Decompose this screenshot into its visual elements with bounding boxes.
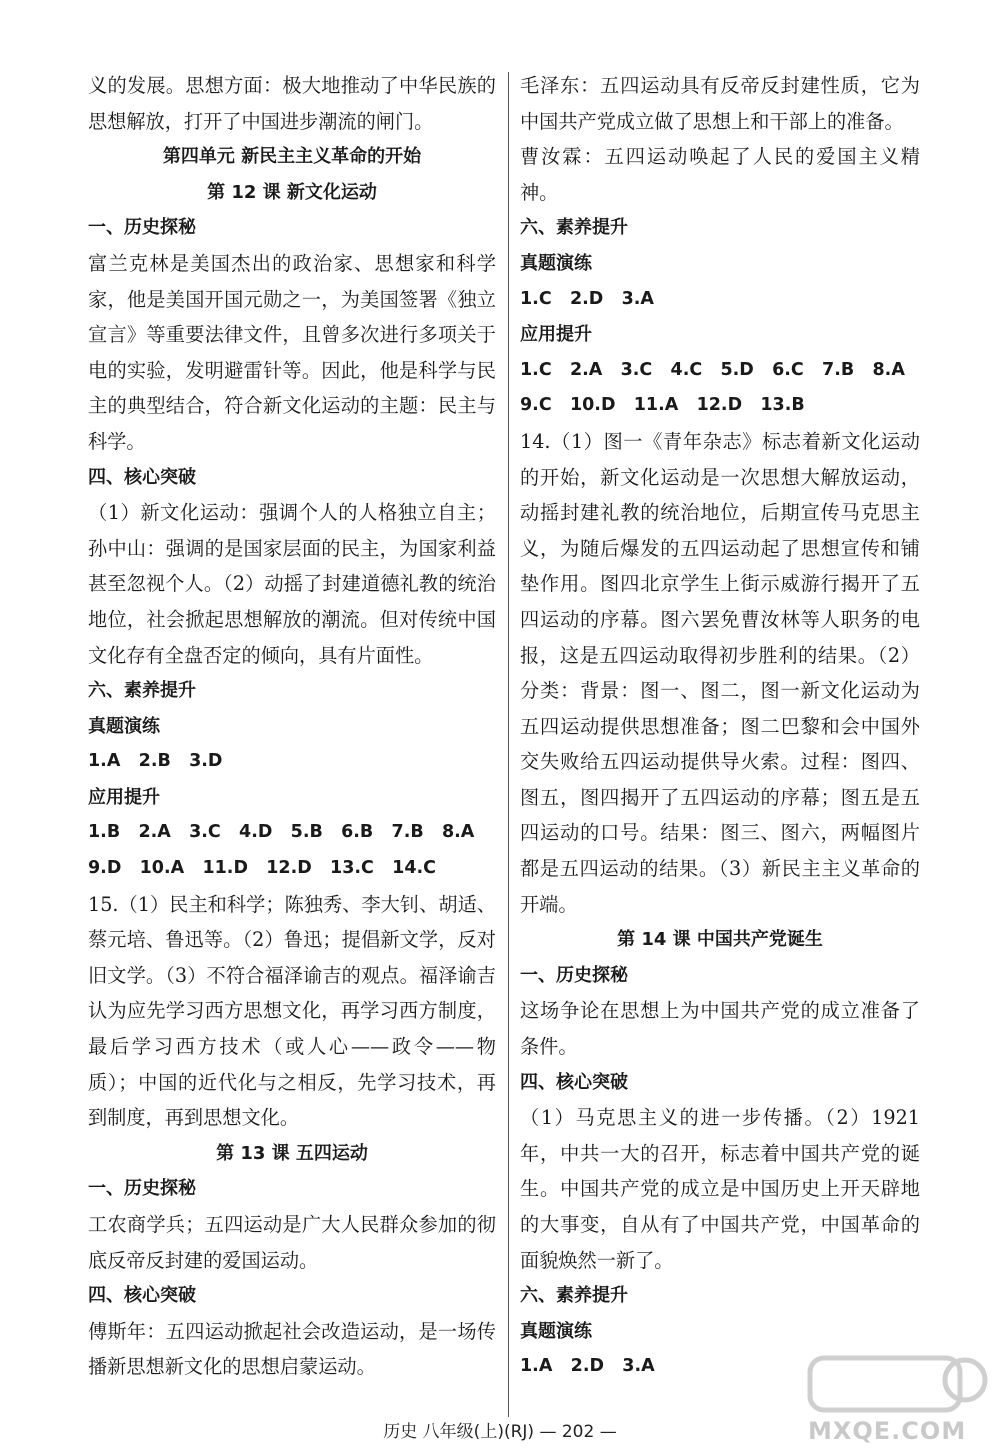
answer-row: 1.B 2.A 3.C 4.D 5.B 6.B 7.B 8.A xyxy=(88,822,475,843)
left-column xyxy=(88,68,496,1385)
subsection-heading: 真题演练 xyxy=(520,1320,592,1342)
answer-row: 1.C 2.D 3.A xyxy=(520,288,654,309)
question-15-answer: 15.（1）民主和科学；陈独秀、李大钊、胡适、蔡元培、鲁迅等。（2）鲁迅；提倡新文学，反对旧文学。（3）不符合福泽谕吉的观点。福泽谕吉认为应先学习西方思想文化，再学习西方制度，最后学习西方技术（或人心——政令——物质）；中国的近代化与之相反，先学习技术，再到制度，再到思想文化。 xyxy=(88,892,496,1130)
section-heading: 四、核心突破 xyxy=(520,1071,628,1093)
right-column xyxy=(520,68,920,1385)
section-text: 这场争论在思想上为中国共产党的成立准备了条件。 xyxy=(520,999,920,1059)
lesson-13-title: 第 13 课 五四运动 xyxy=(216,1142,368,1164)
watermark-logo xyxy=(800,1350,990,1445)
answer-row: 1.C 2.A 3.C 4.C 5.D 6.C 7.B 8.A xyxy=(520,359,905,380)
column-divider xyxy=(508,72,509,1417)
watermark-text: MXQE.COM xyxy=(808,1417,967,1445)
section-text: 毛泽东：五四运动具有反帝反封建性质，它为中国共产党成立做了思想上和干部上的准备。 xyxy=(520,74,920,133)
subsection-heading: 应用提升 xyxy=(520,324,592,346)
subsection-heading: 真题演练 xyxy=(88,715,160,737)
question-14-answer: 14.（1）图一《青年杂志》标志着新文化运动的开始，新文化运动是一次思想大解放运动，动摇封建礼教的统治地位，后期宣传马克思主义，为随后爆发的五四运动起了思想宣传和铺垫作用。图四北京学生上街示威游行揭开了五四运动的序幕。图六罢免曹汝林等人职务的电报，这是五四运动取得初步胜利的结果。（2）分类：背景：图一、图二，图一新文化运动为五四运动提供思想准备；图二巴黎和会中国外交失败给五四运动提供导火索。过程：图四、图五，图四揭开了五四运动的序幕；图五是五四运动的口号。结果：图三、图六，两幅图片都是五四运动的结果。（3）新民主主义革命的开端。 xyxy=(520,429,920,916)
lesson-14-title: 第 14 课 中国共产党诞生 xyxy=(617,929,823,951)
section-heading: 六、素养提升 xyxy=(520,217,628,239)
section-heading: 一、历史探秘 xyxy=(520,964,628,986)
section-text: （1）新文化运动：强调个人的人格独立自主；孙中山：强调的是国家层面的民主，为国家利益甚至忽视个人。（2）动摇了封建道德礼教的统治地位，社会掀起思想解放的潮流。但对传统中国文化存有全盘否定的倾向，具有片面性。 xyxy=(88,501,496,667)
intro-paragraph: 义的发展。思想方面：极大地推动了中华民族的思想解放，打开了中国进步潮流的闸门。 xyxy=(88,74,496,133)
subsection-heading: 真题演练 xyxy=(520,252,592,274)
section-text: 傅斯年：五四运动掀起社会改造运动，是一场传播新思想新文化的思想启蒙运动。 xyxy=(88,1319,496,1379)
section-text: 曹汝霖：五四运动唤起了人民的爱国主义精神。 xyxy=(520,145,920,204)
answer-row: 9.D 10.A 11.D 12.D 13.C 14.C xyxy=(88,858,437,879)
section-heading: 一、历史探秘 xyxy=(88,1178,196,1200)
section-text: （1）马克思主义的进一步传播。（2）1921 年，中共一大的召开，标志着中国共产党的诞生。中国共产党的成立是中国历史上开天辟地的大事变，自从有了中国共产党，中国革命的面貌焕然一新了。 xyxy=(520,1106,920,1272)
section-text: 工农商学兵；五四运动是广大人民群众参加的彻底反帝反封建的爱国运动。 xyxy=(88,1213,496,1272)
section-heading: 一、历史探秘 xyxy=(88,217,196,239)
unit-title: 第四单元 新民主主义革命的开始 xyxy=(162,146,422,168)
section-heading: 六、素养提升 xyxy=(520,1285,628,1307)
answer-row: 1.A 2.D 3.A xyxy=(520,1356,655,1377)
lesson-12-title: 第 12 课 新文化运动 xyxy=(207,181,377,203)
section-heading: 四、核心突破 xyxy=(88,466,196,488)
watermark-emblem-icon xyxy=(800,1350,990,1420)
section-heading: 四、核心突破 xyxy=(88,1285,196,1307)
section-text: 富兰克林是美国杰出的政治家、思想家和科学家，他是美国开国元勋之一，为美国签署《独立宣言》等重要法律文件，且曾多次进行多项关于电的实验，发明避雷针等。因此，他是科学与民主的典型结合，符合新文化运动的主题：民主与科学。 xyxy=(88,251,496,453)
answer-row: 1.A 2.B 3.D xyxy=(88,751,223,772)
page-footer: 历史 八年级(上)(RJ) — 202 — xyxy=(383,1422,617,1442)
answer-row: 9.C 10.D 11.A 12.D 13.B xyxy=(520,395,805,416)
subsection-heading: 应用提升 xyxy=(88,786,160,808)
section-heading: 六、素养提升 xyxy=(88,680,196,702)
